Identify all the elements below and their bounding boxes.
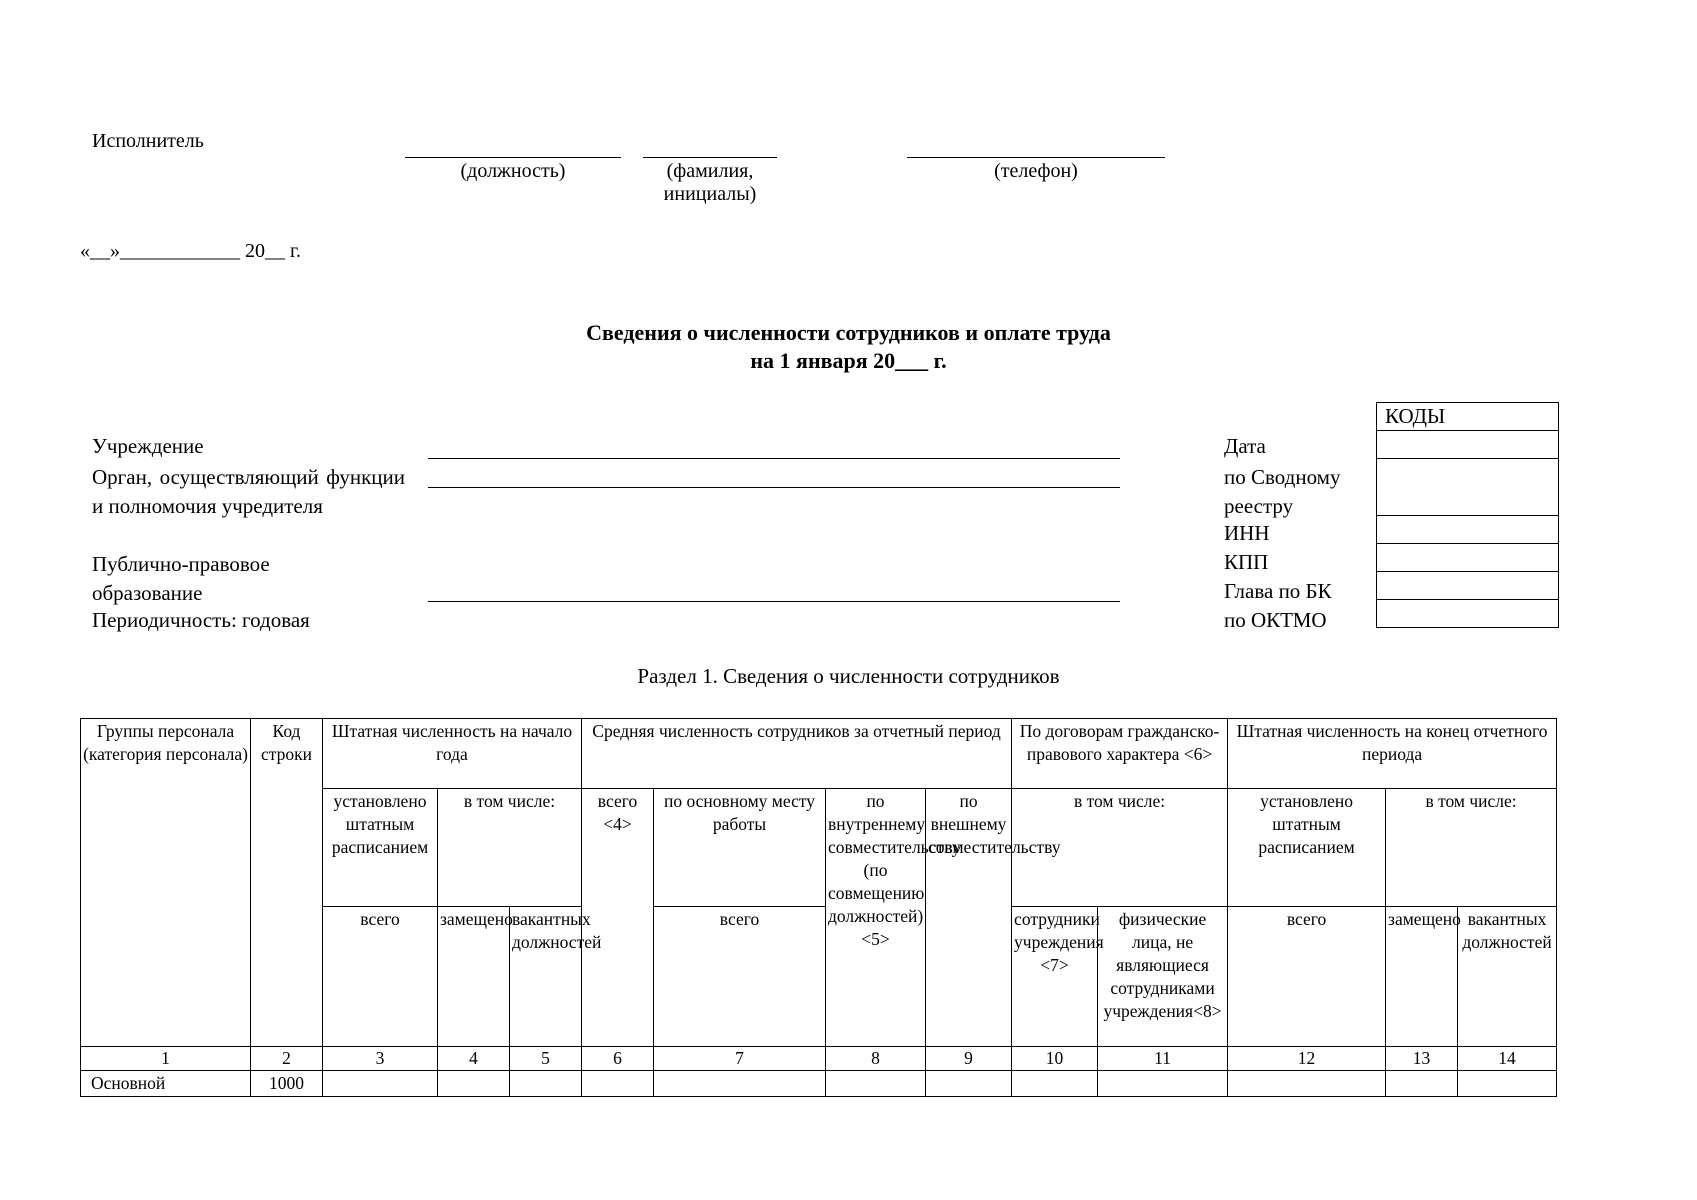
table-cell[interactable] bbox=[654, 1071, 826, 1097]
name-caption: (фамилия, инициалы) bbox=[663, 160, 757, 205]
section-title: Раздел 1. Сведения о численности сотрудников bbox=[637, 664, 1060, 688]
header-vacant: вакантных должностей bbox=[510, 907, 582, 1047]
header-including-end: в том числе: bbox=[1386, 789, 1557, 907]
institution-label: Учреждение bbox=[92, 434, 204, 458]
header-established: установлено штатным расписанием bbox=[323, 789, 438, 907]
table-cell[interactable] bbox=[826, 1071, 926, 1097]
executor-label: Исполнитель bbox=[92, 130, 204, 152]
header-staff-end: Штатная численность на конец отчетного периода bbox=[1228, 719, 1557, 789]
public-entity-line bbox=[428, 601, 1120, 602]
col-number: 5 bbox=[510, 1047, 582, 1071]
header-individuals: физические лица, не являющиеся сотрудниками учреждения<8> bbox=[1098, 907, 1228, 1047]
name-line bbox=[643, 157, 777, 158]
code-label-date: Дата bbox=[1224, 434, 1266, 458]
col-number: 4 bbox=[438, 1047, 510, 1071]
header-vacant-end: вакантных должностей bbox=[1458, 907, 1557, 1047]
public-entity-label: Публично-правовое образование bbox=[92, 552, 270, 605]
codes-title: КОДЫ bbox=[1377, 403, 1559, 431]
col-number: 13 bbox=[1386, 1047, 1458, 1071]
header-external: по внешнему совместительству bbox=[926, 789, 1012, 1047]
code-value-chapter[interactable] bbox=[1377, 572, 1559, 600]
periodicity-label: Периодичность: годовая bbox=[92, 608, 310, 632]
table-cell[interactable] bbox=[1012, 1071, 1098, 1097]
table-row bbox=[81, 1071, 1557, 1097]
codes-box bbox=[1376, 402, 1559, 628]
header-filled: замещено bbox=[438, 907, 510, 1047]
code-label-inn: ИНН bbox=[1224, 521, 1270, 545]
code-label-oktmo: по ОКТМО bbox=[1224, 608, 1327, 632]
col-number: 10 bbox=[1012, 1047, 1098, 1071]
code-label-registry: по Сводному реестру bbox=[1224, 465, 1341, 518]
table-cell[interactable] bbox=[1458, 1071, 1557, 1097]
col-number: 11 bbox=[1098, 1047, 1228, 1071]
col-number: 6 bbox=[582, 1047, 654, 1071]
col-number: 7 bbox=[654, 1047, 826, 1071]
institution-line bbox=[428, 458, 1120, 459]
code-value-date[interactable] bbox=[1377, 431, 1559, 459]
position-line bbox=[405, 157, 621, 158]
header-staff-start: Штатная численность на начало года bbox=[323, 719, 582, 789]
code-value-kpp[interactable] bbox=[1377, 544, 1559, 572]
table-cell[interactable] bbox=[1098, 1071, 1228, 1097]
header-internal: по внутреннему совместительству (по совмещению должностей) <5> bbox=[826, 789, 926, 1047]
phone-line bbox=[907, 157, 1165, 158]
row-code: 1000 bbox=[251, 1071, 323, 1097]
header-employees: сотрудники учреждения <7> bbox=[1012, 907, 1098, 1047]
code-label-kpp: КПП bbox=[1224, 550, 1269, 574]
col-number: 3 bbox=[323, 1047, 438, 1071]
table-cell[interactable] bbox=[1228, 1071, 1386, 1097]
header-code: Код строки bbox=[251, 719, 323, 1047]
table-cell[interactable] bbox=[323, 1071, 438, 1097]
header-filled-end: замещено bbox=[1386, 907, 1458, 1047]
date-line: «__»____________ 20__ г. bbox=[80, 240, 301, 262]
header-total: всего bbox=[323, 907, 438, 1047]
col-number: 2 bbox=[251, 1047, 323, 1071]
col-number: 12 bbox=[1228, 1047, 1386, 1071]
col-number: 14 bbox=[1458, 1047, 1557, 1071]
table-cell[interactable] bbox=[438, 1071, 510, 1097]
phone-caption: (телефон) bbox=[994, 160, 1078, 182]
code-value-oktmo[interactable] bbox=[1377, 600, 1559, 628]
header-main-place: по основному месту работы bbox=[654, 789, 826, 907]
document-title: Сведения о численности сотрудников и оплате труда bbox=[586, 320, 1111, 345]
table-cell[interactable] bbox=[926, 1071, 1012, 1097]
code-value-inn[interactable] bbox=[1377, 516, 1559, 544]
header-including-contracts: в том числе: bbox=[1012, 789, 1228, 907]
code-label-chapter: Глава по БК bbox=[1224, 579, 1332, 603]
document-subtitle: на 1 января 20___ г. bbox=[750, 348, 947, 373]
row-group: Основной bbox=[81, 1071, 251, 1097]
header-including: в том числе: bbox=[438, 789, 582, 907]
table-cell[interactable] bbox=[1386, 1071, 1458, 1097]
header-group: Группы персонала (категория персонала) bbox=[81, 719, 251, 1047]
header-average: Средняя численность сотрудников за отчетный период bbox=[582, 719, 1012, 789]
header-total-main: всего bbox=[654, 907, 826, 1047]
header-total-all: всего <4> bbox=[582, 789, 654, 1047]
position-caption: (должность) bbox=[460, 160, 566, 182]
col-number: 9 bbox=[926, 1047, 1012, 1071]
table-cell[interactable] bbox=[582, 1071, 654, 1097]
organ-line bbox=[428, 487, 1120, 488]
header-total-end: всего bbox=[1228, 907, 1386, 1047]
col-number: 8 bbox=[826, 1047, 926, 1071]
col-number: 1 bbox=[81, 1047, 251, 1071]
header-established-end: установлено штатным расписанием bbox=[1228, 789, 1386, 907]
header-contracts: По договорам гражданско-правового характера <6> bbox=[1012, 719, 1228, 789]
table-cell[interactable] bbox=[510, 1071, 582, 1097]
staff-table bbox=[80, 718, 1557, 1097]
code-value-registry[interactable] bbox=[1377, 459, 1559, 516]
organ-label: Орган, осуществляющий функции и полномочия учредителя bbox=[92, 465, 405, 518]
